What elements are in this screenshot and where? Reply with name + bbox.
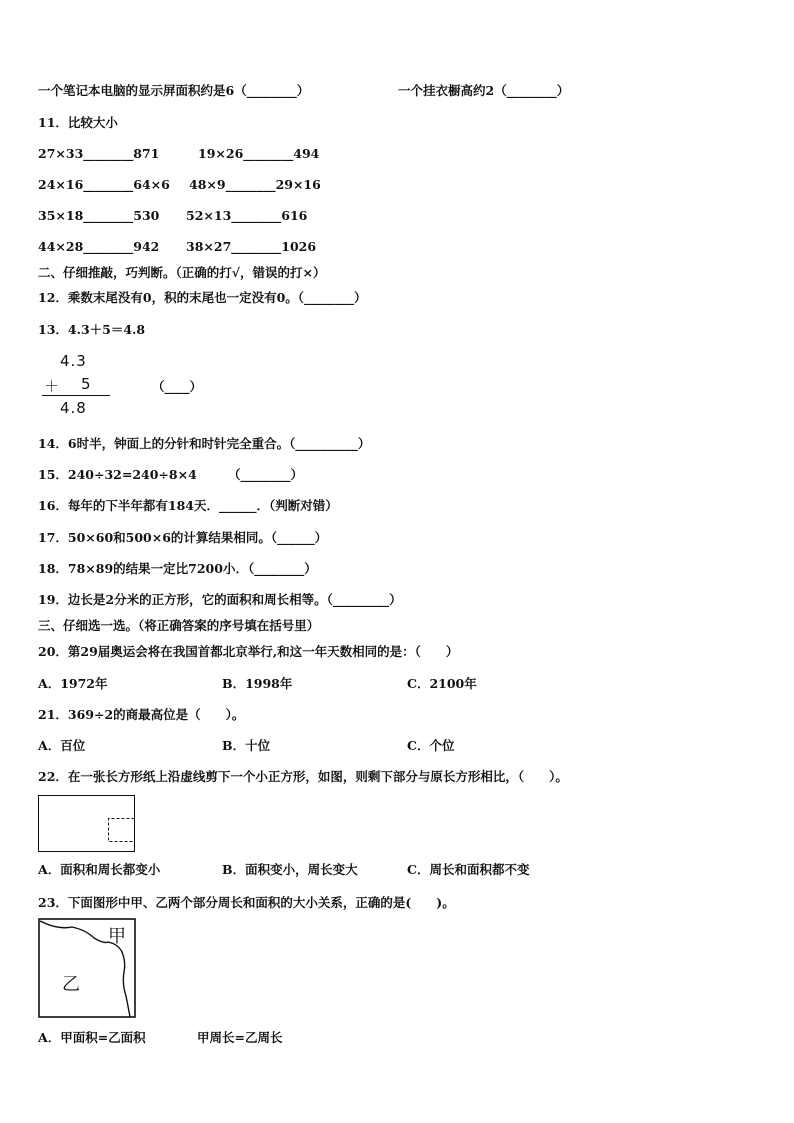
q21-option-b: B．十位 [222, 738, 271, 753]
q13-vertical-calc [38, 350, 118, 420]
q18: 18．78×89的结果一定比7200小．（________） [38, 561, 317, 576]
q11-row-1a: 27×33________871 [38, 146, 160, 161]
top-line-left: 一个笔记本电脑的显示屏面积约是6（________） [38, 83, 310, 98]
q13-plus-sign: ＋ [44, 377, 61, 395]
q21-option-c: C．个位 [407, 738, 455, 753]
q13-answer-paren: （____） [152, 379, 203, 394]
q23-option-a: A．甲面积=乙面积 [38, 1030, 146, 1045]
q11-row-2a: 24×16________64×6 [38, 177, 170, 192]
q11-row-4b: 38×27________1026 [186, 239, 317, 254]
q13-addend: 5 [81, 375, 92, 393]
q23-label-jia: 甲 [108, 926, 126, 947]
q22: 22．在一张长方形纸上沿虚线剪下一个小正方形，如图，则剩下部分与原长方形相比，（ ）。 [38, 769, 568, 784]
q20-option-c: C．2100年 [407, 676, 477, 691]
q11-row-3a: 35×18________530 [38, 208, 160, 223]
q23-figure [38, 918, 138, 1020]
section-3-heading: 三、仔细选一选。（将正确答案的序号填在括号里） [38, 618, 320, 633]
q13-result: 4.8 [60, 399, 87, 417]
q12: 12．乘数末尾没有0，积的末尾也一定没有0。（________） [38, 290, 367, 305]
q13: 13．4.3＋5＝4.8 [38, 322, 146, 337]
q22-rectangle-figure [38, 795, 136, 853]
q20-option-b: B．1998年 [222, 676, 293, 691]
q22-dashed-square [109, 819, 135, 842]
q15: 15．240÷32=240÷8×4 （________） [38, 467, 304, 482]
q19: 19．边长是2分米的正方形，它的面积和周长相等。（_________） [38, 592, 402, 607]
q22-paper-rectangle [39, 796, 135, 852]
q22-option-c: C．周长和面积都不变 [407, 862, 530, 877]
q17: 17．50×60和500×6的计算结果相同。（______） [38, 530, 328, 545]
q13-underline [42, 395, 110, 396]
q23-label-yi: 乙 [62, 974, 80, 995]
q22-option-a: A．面积和周长都变小 [38, 862, 161, 877]
q22-option-b: B．面积变小，周长变大 [222, 862, 358, 877]
q21-option-a: A．百位 [38, 738, 86, 753]
q23-option-b: 甲周长=乙周长 [197, 1030, 283, 1045]
q14: 14．6时半，钟面上的分针和时针完全重合。（__________） [38, 436, 371, 451]
q23: 23．下面图形中甲、乙两个部分周长和面积的大小关系，正确的是( )。 [38, 895, 455, 910]
q13-top-number: 4.3 [60, 352, 87, 370]
section-2-heading: 二、仔细推敲，巧判断。（正确的打√，错误的打×） [38, 265, 326, 280]
q16: 16．每年的下半年都有184天．______．（判断对错） [38, 498, 338, 513]
q21: 21．369÷2的商最高位是（ ）。 [38, 707, 245, 722]
q11-row-2b: 48×9________29×16 [189, 177, 321, 192]
q11-row-1b: 19×26________494 [198, 146, 320, 161]
q11-row-4a: 44×28________942 [38, 239, 160, 254]
q11-title: 11．比较大小 [38, 115, 118, 130]
q20: 20．第29届奥运会将在我国首都北京举行,和这一年天数相同的是：（ ） [38, 644, 459, 659]
q11-row-3b: 52×13________616 [186, 208, 308, 223]
q20-option-a: A．1972年 [38, 676, 108, 691]
top-line-right: 一个挂衣橱高约2（________） [398, 83, 570, 98]
